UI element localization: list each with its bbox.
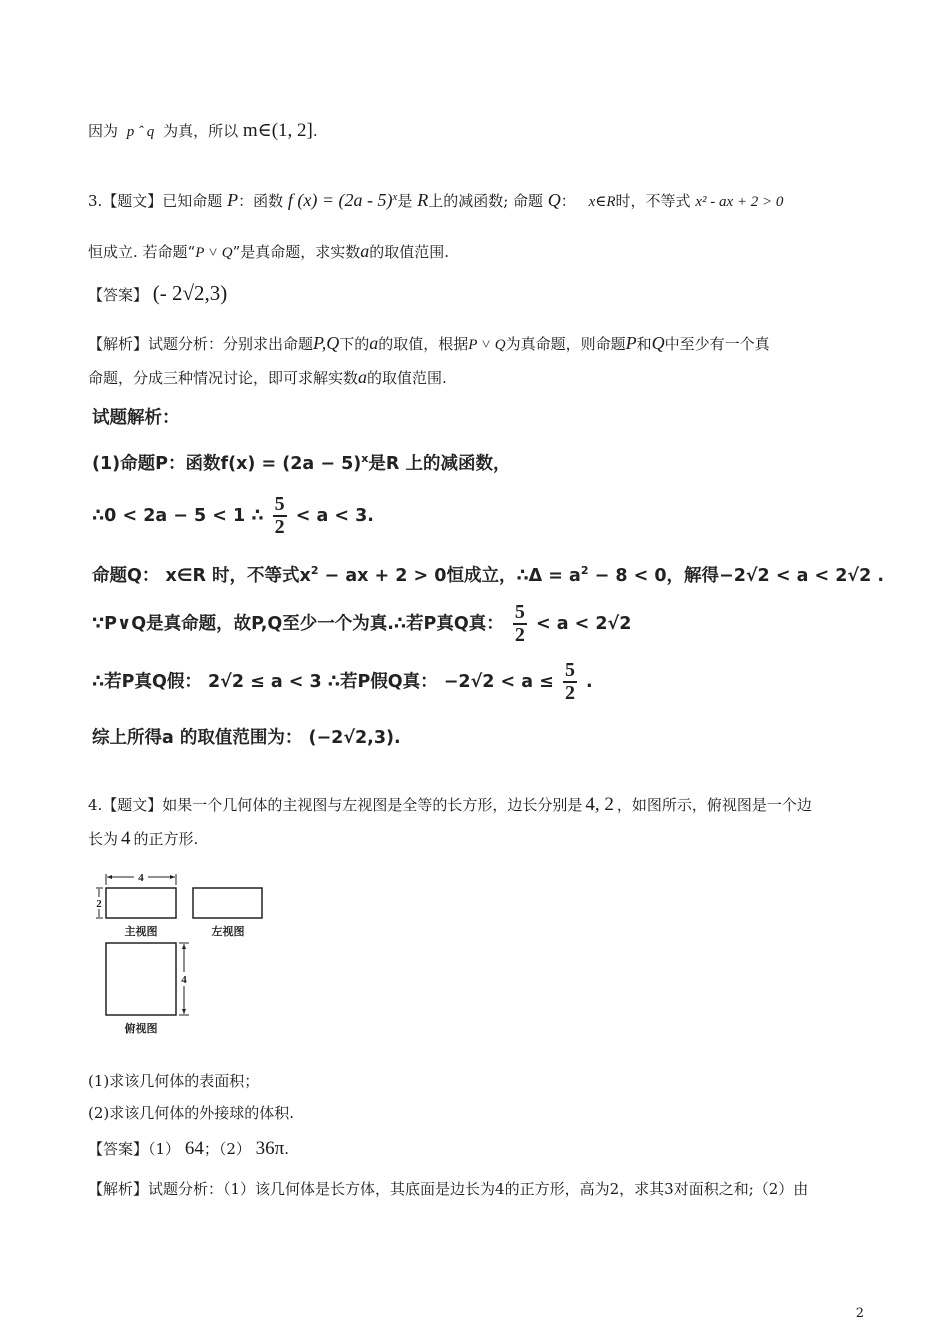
dim-label-left: 2 [96, 898, 102, 910]
text: ∵P∨Q是真命题，故P,Q至少一个为真.∴若P真Q真： [92, 614, 504, 634]
text: 长为 [88, 830, 119, 848]
numerator: 5 [514, 601, 525, 623]
text: . [312, 122, 318, 140]
text: ： [560, 192, 576, 210]
top-view [106, 943, 189, 1035]
math-exp: x [361, 452, 369, 466]
text: − ax + 2 > 0恒成立，∴Δ = a [318, 566, 581, 586]
q4-question-2: (2)求该几何体的外接球的体积. [88, 1104, 295, 1122]
math-var: P [227, 190, 239, 210]
math-var: R [417, 190, 429, 210]
text: < a < 3. [295, 506, 374, 526]
left-view [193, 888, 262, 938]
text: − 8 < 0，解得−2√2 < a < 2√2 . [588, 566, 885, 586]
left-view-rect [193, 888, 262, 918]
top-view-rect [106, 943, 176, 1015]
math-var: Q [547, 190, 561, 210]
text: ∴0 < 2a − 5 < 1 ∴ [92, 506, 264, 526]
analysis-label: 【解析】 [88, 1180, 149, 1198]
math-exp: x [392, 191, 398, 203]
q4-answer [88, 1138, 289, 1160]
text: 命题，分成三种情况讨论，即可求解实数 [88, 369, 359, 387]
math-expr: 4, 2 [585, 794, 614, 815]
answer-label: 【答案】 [88, 1140, 149, 1158]
math-expr: P ˅ Q [468, 337, 506, 353]
text: 试题分析：分别求出命题 [148, 335, 314, 353]
dim-label-right: 4 [181, 974, 187, 986]
q3-analysis-line1 [88, 332, 770, 356]
solution-step-1 [92, 450, 510, 475]
text: 为真，所以 [163, 122, 239, 140]
fraction [273, 494, 287, 538]
math-var: a [360, 241, 370, 261]
q4-question-1: (1)求该几何体的表面积； [88, 1072, 260, 1090]
text: . [586, 672, 593, 692]
solution-step-2 [92, 494, 374, 538]
fraction [563, 660, 577, 704]
q4-statement-line2 [88, 828, 198, 850]
text: < a < 2√2 [535, 614, 632, 634]
solution-step-3 [92, 562, 884, 587]
text: (1)命题P：函数f(x) = (2a − 5) [92, 454, 362, 474]
answer-value: (- 2√2,3) [152, 281, 228, 305]
solution-step-4 [92, 602, 631, 646]
q3-answer [88, 282, 227, 306]
dim-label-top: 4 [138, 872, 144, 884]
text: 是 [397, 192, 413, 210]
text: ，如图所示，俯视图是一个边 [616, 796, 812, 814]
text: 中至少有一个真 [664, 335, 770, 353]
text: 和 [636, 335, 652, 353]
text: 恒成立. 若命题“ [88, 243, 196, 261]
denominator: 2 [514, 624, 525, 646]
math-expr: P,Q [313, 333, 340, 353]
numerator: 5 [274, 493, 285, 515]
fraction [513, 602, 527, 646]
front-view-rect [106, 888, 176, 918]
q3-statement-line2 [88, 240, 449, 264]
q4-analysis [88, 1178, 808, 1200]
solution-conclusion: 综上所得a 的取值范围为： (−2√2,3). [92, 728, 401, 748]
text: ；（2） [203, 1140, 251, 1158]
left-view-label: 左视图 [211, 925, 245, 938]
math-var: P [625, 333, 637, 353]
math-var: Q [651, 333, 665, 353]
answer-label: 【答案】 [88, 286, 149, 304]
solution-heading: 试题解析： [92, 408, 180, 428]
text: . [284, 1140, 290, 1158]
top-view-label: 俯视图 [124, 1022, 158, 1035]
text: 的取值范围. [367, 369, 447, 387]
text: 因为 [88, 122, 119, 140]
math-var: a [358, 367, 368, 387]
front-view-label: 主视图 [124, 925, 158, 938]
q3-analysis-line2 [88, 366, 447, 389]
denominator: 2 [274, 516, 285, 538]
denominator: 2 [564, 682, 575, 704]
text: 是R 上的减函数， [368, 454, 511, 474]
math-exp: 2 [310, 564, 319, 578]
text: 时，不等式 [615, 192, 691, 210]
solution-step-5 [92, 660, 593, 704]
text: 上的减函数; 命题 [428, 192, 544, 210]
answer-value: 36π [255, 1138, 285, 1159]
dim-arrow [107, 875, 112, 879]
numerator: 5 [564, 659, 575, 681]
page-number: 2 [855, 1306, 864, 1321]
text: 的正方形. [133, 830, 199, 848]
conclusion-line [88, 120, 318, 143]
answer-value: 64 [184, 1138, 204, 1159]
math-expr: P ˅ Q [195, 245, 233, 261]
math-expr: p ˆ q [126, 124, 155, 140]
text: 下的 [339, 335, 370, 353]
q3-statement-line1 [88, 186, 783, 213]
text: 试题分析：（1）该几何体是长方体，其底面是边长为4的正方形，高为2，求其3对面积之和;（2）由 [148, 1180, 809, 1198]
math-expr: m∈(1, 2] [242, 120, 313, 141]
text: 命题Q： x∈R 时，不等式x [92, 566, 311, 586]
text: 4.【题文】如果一个几何体的主视图与左视图是全等的长方形，边长分别是 [88, 796, 583, 814]
text: 的取值范围. [369, 243, 450, 261]
text: 的取值，根据 [378, 335, 469, 353]
q4-statement-line1 [88, 794, 812, 816]
text: ∴若P真Q假： 2√2 ≤ a < 3 ∴若P假Q真： −2√2 < a ≤ [92, 672, 554, 692]
text: （1） [148, 1140, 181, 1158]
dim-arrow [170, 875, 175, 879]
math-expr: f (x) = (2a - 5) [287, 190, 393, 210]
math-expr: x∈R [588, 194, 616, 210]
front-view [96, 872, 176, 938]
text: ”是真命题，求实数 [232, 243, 361, 261]
math-var: a [369, 333, 379, 353]
analysis-label: 【解析】 [88, 335, 149, 353]
math-expr: x² - ax + 2 > 0 [695, 194, 784, 210]
question-label: 3.【题文】已知命题 [88, 192, 223, 210]
text: ：函数 [238, 192, 284, 210]
dim-arrow [182, 944, 186, 949]
text: 为真命题，则命题 [505, 335, 626, 353]
math-exp: 2 [580, 564, 589, 578]
three-view-figure [94, 868, 264, 1040]
math-expr: 4 [121, 828, 131, 849]
dim-arrow [182, 1009, 186, 1014]
